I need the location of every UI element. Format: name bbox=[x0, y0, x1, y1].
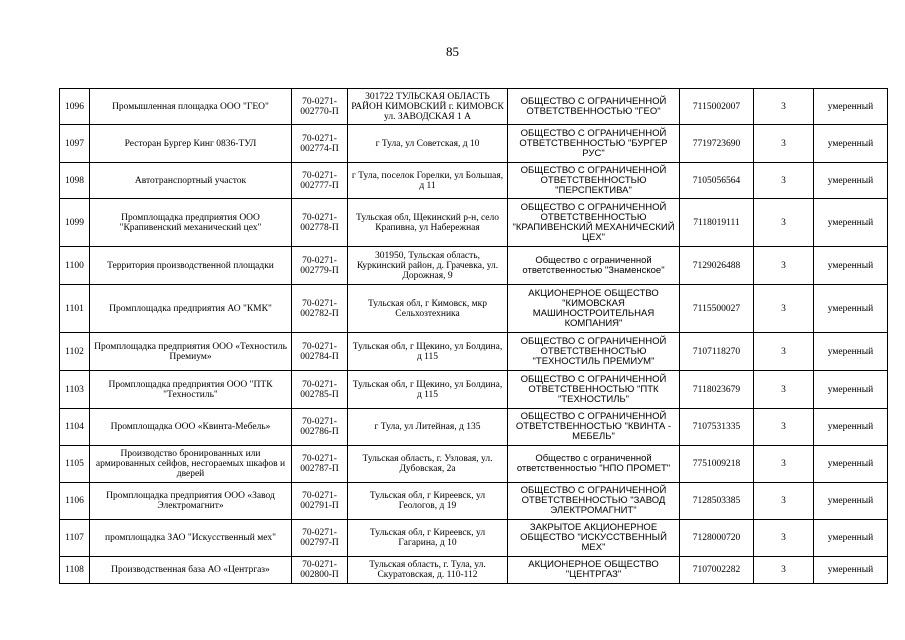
row-number: 1108 bbox=[60, 557, 90, 584]
inn: 7107531335 bbox=[680, 409, 754, 446]
row-number: 1100 bbox=[60, 247, 90, 285]
object-name: Промплощадка предприятия АО "КМК" bbox=[90, 285, 292, 333]
category: 3 bbox=[754, 199, 814, 247]
risk-level: умеренный bbox=[814, 247, 888, 285]
object-code: 70-0271-002770-П bbox=[292, 89, 348, 125]
category: 3 bbox=[754, 247, 814, 285]
operator-name: Общество с ограниченной ответственностью "Знаменское" bbox=[508, 247, 680, 285]
object-code: 70-0271-002797-П bbox=[292, 520, 348, 557]
object-address: Тульская область, г. Тула, ул. Скуратовская, д. 110-112 bbox=[348, 557, 508, 584]
row-number: 1105 bbox=[60, 446, 90, 483]
object-code: 70-0271-002777-П bbox=[292, 163, 348, 199]
object-address: Тульская обл, г Кимовск, мкр Сельхозтехника bbox=[348, 285, 508, 333]
risk-level: умеренный bbox=[814, 163, 888, 199]
operator-name: АКЦИОНЕРНОЕ ОБЩЕСТВО "ЦЕНТРГАЗ" bbox=[508, 557, 680, 584]
object-address: 301722 ТУЛЬСКАЯ ОБЛАСТЬ РАЙОН КИМОВСКИЙ г. КИМОВСК ул. ЗАВОДСКАЯ 1 А bbox=[348, 89, 508, 125]
object-address: Тульская обл, г Киреевск, ул Гагарина, д 10 bbox=[348, 520, 508, 557]
object-address: г Тула, ул Литейная, д 135 bbox=[348, 409, 508, 446]
category: 3 bbox=[754, 520, 814, 557]
row-number: 1106 bbox=[60, 483, 90, 520]
inn: 7115500027 bbox=[680, 285, 754, 333]
object-code: 70-0271-002778-П bbox=[292, 199, 348, 247]
object-address: Тульская обл, Щекинский р-н, село Крапивна, ул Набережная bbox=[348, 199, 508, 247]
object-address: г Тула, ул Советская, д 10 bbox=[348, 125, 508, 163]
table-body bbox=[60, 89, 888, 584]
inn: 7118023679 bbox=[680, 371, 754, 409]
object-address: 301950, Тульская область, Куркинский район, д. Грачевка, ул. Дорожная, 9 bbox=[348, 247, 508, 285]
row-number: 1103 bbox=[60, 371, 90, 409]
object-name: Автотранспортный участок bbox=[90, 163, 292, 199]
table-row bbox=[60, 89, 888, 125]
operator-name: ОБЩЕСТВО С ОГРАНИЧЕННОЙ ОТВЕТСТВЕННОСТЬЮ "ЗАВОД ЭЛЕКТРОМАГНИТ" bbox=[508, 483, 680, 520]
operator-name: ОБЩЕСТВО С ОГРАНИЧЕННОЙ ОТВЕТСТВЕННОСТЬЮ "КВИНТА - МЕБЕЛЬ" bbox=[508, 409, 680, 446]
category: 3 bbox=[754, 333, 814, 371]
object-name: Промплощадка предприятия ООО "Крапивенский механический цех" bbox=[90, 199, 292, 247]
category: 3 bbox=[754, 483, 814, 520]
operator-name: ОБЩЕСТВО С ОГРАНИЧЕННОЙ ОТВЕТСТВЕННОСТЬЮ "ПТК "ТЕХНОСТИЛЬ" bbox=[508, 371, 680, 409]
table-row bbox=[60, 557, 888, 584]
operator-name: ОБЩЕСТВО С ОГРАНИЧЕННОЙ ОТВЕТСТВЕННОСТЬЮ "КРАПИВЕНСКИЙ МЕХАНИЧЕСКИЙ ЦЕХ" bbox=[508, 199, 680, 247]
object-code: 70-0271-002787-П bbox=[292, 446, 348, 483]
object-address: Тульская обл, г Киреевск, ул Геологов, д 19 bbox=[348, 483, 508, 520]
risk-level: умеренный bbox=[814, 333, 888, 371]
operator-name: ОБЩЕСТВО С ОГРАНИЧЕННОЙ ОТВЕТСТВЕННОСТЬЮ "ГЕО" bbox=[508, 89, 680, 125]
inn: 7129026488 bbox=[680, 247, 754, 285]
object-code: 70-0271-002774-П bbox=[292, 125, 348, 163]
table-row bbox=[60, 199, 888, 247]
object-address: Тульская обл, г Щекино, ул Болдина, д 115 bbox=[348, 333, 508, 371]
row-number: 1098 bbox=[60, 163, 90, 199]
row-number: 1107 bbox=[60, 520, 90, 557]
object-name: Промплощадка предприятия ООО «Техностиль Премиум» bbox=[90, 333, 292, 371]
row-number: 1104 bbox=[60, 409, 90, 446]
object-name: Промышленная площадка ООО "ГЕО" bbox=[90, 89, 292, 125]
object-address: Тульская область, г. Узловая, ул. Дубовская, 2а bbox=[348, 446, 508, 483]
operator-name: АКЦИОНЕРНОЕ ОБЩЕСТВО "КИМОВСКАЯ МАШИНОСТРОИТЕЛЬНАЯ КОМПАНИЯ" bbox=[508, 285, 680, 333]
object-name: промплощадка ЗАО "Искусственный мех" bbox=[90, 520, 292, 557]
category: 3 bbox=[754, 409, 814, 446]
risk-level: умеренный bbox=[814, 199, 888, 247]
object-name: Промплощадка ООО «Квинта-Мебель» bbox=[90, 409, 292, 446]
operator-name: ОБЩЕСТВО С ОГРАНИЧЕННОЙ ОТВЕТСТВЕННОСТЬЮ "ПЕРСПЕКТИВА" bbox=[508, 163, 680, 199]
object-code: 70-0271-002800-П bbox=[292, 557, 348, 584]
inn: 7107002282 bbox=[680, 557, 754, 584]
object-name: Территория производственной площадки bbox=[90, 247, 292, 285]
object-code: 70-0271-002786-П bbox=[292, 409, 348, 446]
table-row bbox=[60, 446, 888, 483]
row-number: 1097 bbox=[60, 125, 90, 163]
object-code: 70-0271-002784-П bbox=[292, 333, 348, 371]
inn: 7719723690 bbox=[680, 125, 754, 163]
object-name: Производство бронированных или армированных сейфов, несгораемых шкафов и дверей bbox=[90, 446, 292, 483]
row-number: 1101 bbox=[60, 285, 90, 333]
risk-level: умеренный bbox=[814, 446, 888, 483]
table-row bbox=[60, 285, 888, 333]
object-code: 70-0271-002785-П bbox=[292, 371, 348, 409]
inn: 7105056564 bbox=[680, 163, 754, 199]
table-row bbox=[60, 371, 888, 409]
object-code: 70-0271-002779-П bbox=[292, 247, 348, 285]
inn: 7107118270 bbox=[680, 333, 754, 371]
operator-name: ОБЩЕСТВО С ОГРАНИЧЕННОЙ ОТВЕТСТВЕННОСТЬЮ "БУРГЕР РУС" bbox=[508, 125, 680, 163]
object-address: г Тула, поселок Горелки, ул Большая, д 11 bbox=[348, 163, 508, 199]
risk-level: умеренный bbox=[814, 409, 888, 446]
inn: 7118019111 bbox=[680, 199, 754, 247]
row-number: 1102 bbox=[60, 333, 90, 371]
risk-level: умеренный bbox=[814, 520, 888, 557]
risk-level: умеренный bbox=[814, 89, 888, 125]
table-row bbox=[60, 333, 888, 371]
risk-level: умеренный bbox=[814, 371, 888, 409]
category: 3 bbox=[754, 285, 814, 333]
operator-name: ЗАКРЫТОЕ АКЦИОНЕРНОЕ ОБЩЕСТВО "ИСКУССТВЕННЫЙ МЕХ" bbox=[508, 520, 680, 557]
object-code: 70-0271-002782-П bbox=[292, 285, 348, 333]
table-row bbox=[60, 520, 888, 557]
table-row bbox=[60, 409, 888, 446]
risk-level: умеренный bbox=[814, 483, 888, 520]
category: 3 bbox=[754, 557, 814, 584]
object-name: Промплощадка предприятия ООО "ПТК "Техностиль" bbox=[90, 371, 292, 409]
risk-level: умеренный bbox=[814, 285, 888, 333]
category: 3 bbox=[754, 446, 814, 483]
object-name: Ресторан Бургер Кинг 0836-ТУЛ bbox=[90, 125, 292, 163]
row-number: 1096 bbox=[60, 89, 90, 125]
row-number: 1099 bbox=[60, 199, 90, 247]
table-row bbox=[60, 483, 888, 520]
table-row bbox=[60, 163, 888, 199]
operator-name: ОБЩЕСТВО С ОГРАНИЧЕННОЙ ОТВЕТСТВЕННОСТЬЮ "ТЕХНОСТИЛЬ ПРЕМИУМ" bbox=[508, 333, 680, 371]
page-number: 85 bbox=[446, 44, 459, 59]
category: 3 bbox=[754, 89, 814, 125]
inn: 7115002007 bbox=[680, 89, 754, 125]
object-address: Тульская обл, г Щекино, ул Болдина, д 115 bbox=[348, 371, 508, 409]
category: 3 bbox=[754, 371, 814, 409]
object-name: Промплощадка предприятия ООО «Завод Электромагнит» bbox=[90, 483, 292, 520]
inn: 7751009218 bbox=[680, 446, 754, 483]
object-name: Производственная база АО «Центргаз» bbox=[90, 557, 292, 584]
table-row bbox=[60, 125, 888, 163]
inn: 7128000720 bbox=[680, 520, 754, 557]
inn: 7128503385 bbox=[680, 483, 754, 520]
operator-name: Общество с ограниченной ответственностью "НПО ПРОМЕТ" bbox=[508, 446, 680, 483]
registry-table bbox=[59, 88, 888, 584]
risk-level: умеренный bbox=[814, 125, 888, 163]
object-code: 70-0271-002791-П bbox=[292, 483, 348, 520]
category: 3 bbox=[754, 163, 814, 199]
risk-level: умеренный bbox=[814, 557, 888, 584]
table-row bbox=[60, 247, 888, 285]
category: 3 bbox=[754, 125, 814, 163]
